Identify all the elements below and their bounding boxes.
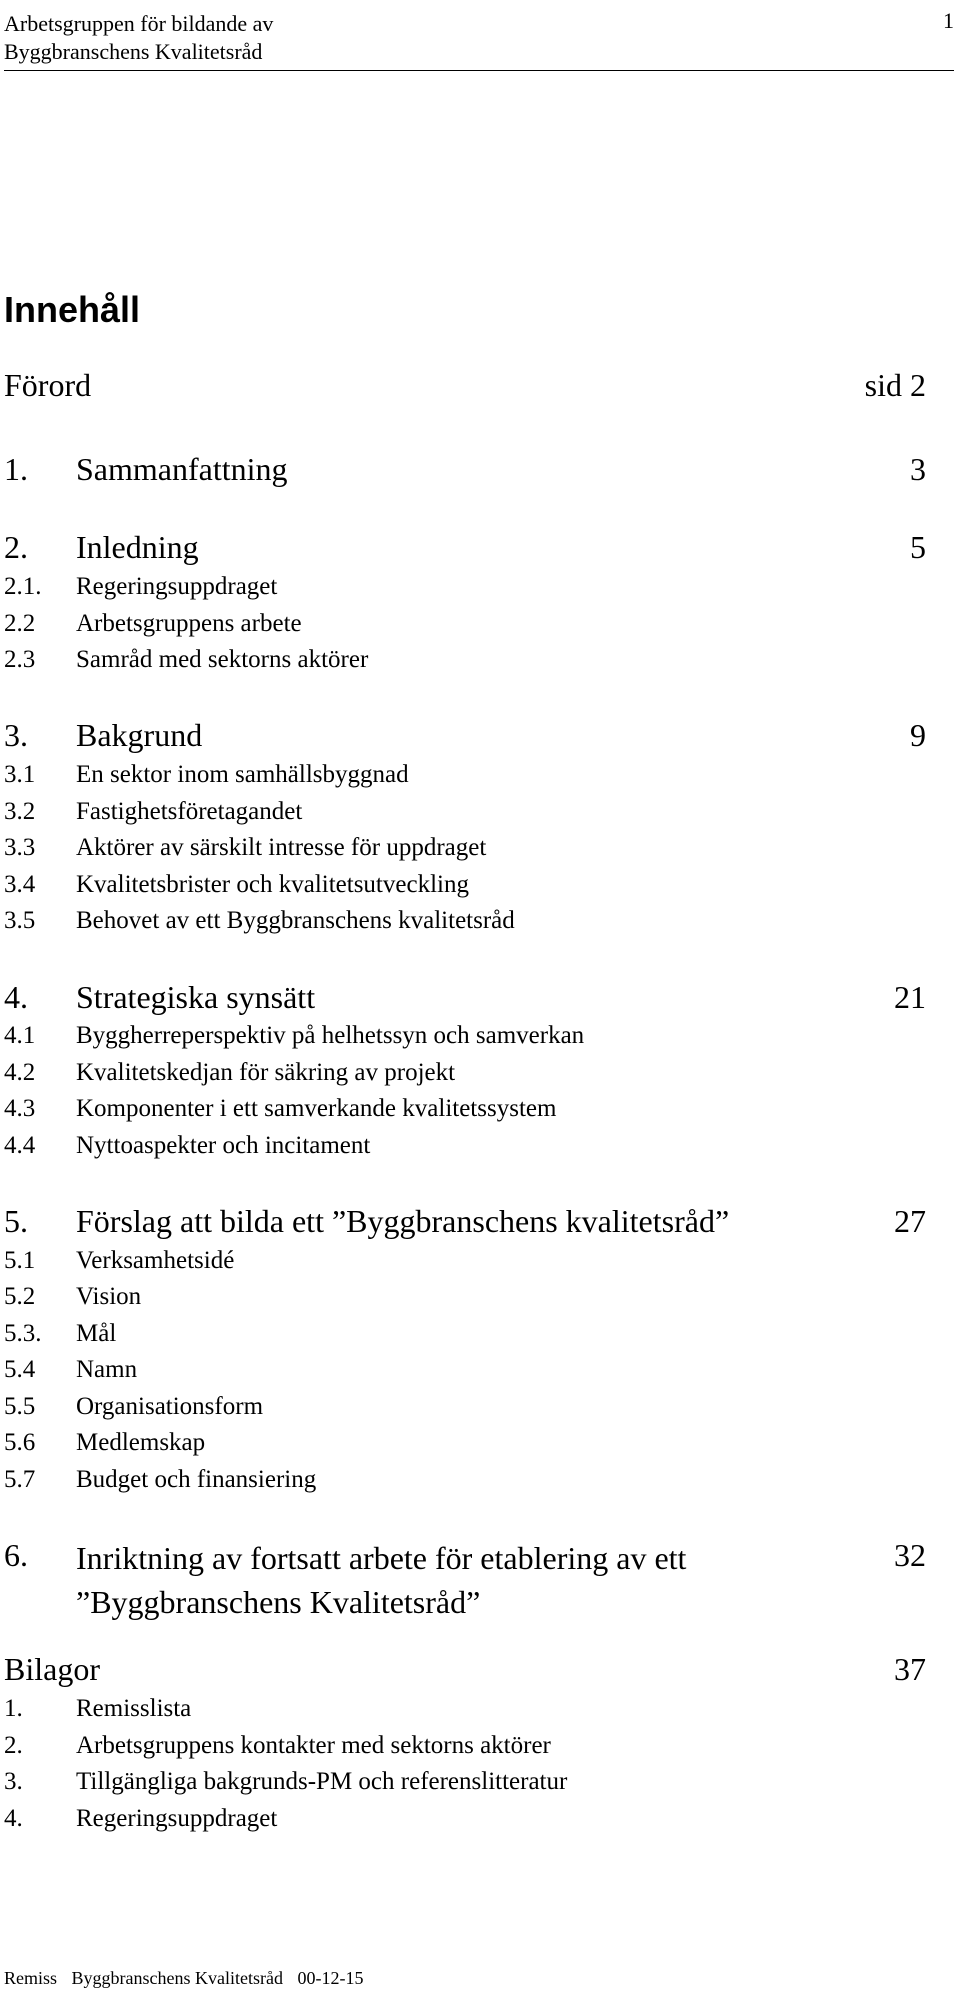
toc-entry-label: Bakgrund [76,717,203,753]
toc-entry-label: Bilagor [4,1651,100,1687]
footer-title: Byggbranschens Kvalitetsråd [71,1968,283,1988]
toc-entry-label: Behovet av ett Byggbranschens kvalitetsråd [76,907,515,934]
header-line-2: Byggbranschens Kvalitetsråd [4,39,263,64]
footer-date: 00-12-15 [297,1968,364,1988]
toc-entry-number: 1. [4,451,28,487]
toc-entry-label: Medlemskap [76,1429,206,1456]
toc-entry-number: 5.3. [4,1320,42,1347]
toc-entry-number: 4. [4,979,28,1015]
toc-entry-label: Samråd med sektorns aktörer [76,646,369,673]
toc-entry-number: 5.4 [4,1356,36,1383]
toc-entry-number: 2.3 [4,646,36,673]
toc-entry-label: Byggherreperspektiv på helhetssyn och samverkan [76,1022,585,1049]
toc-entry-number: 3. [4,1768,23,1795]
toc-entry-page: 5 [910,529,926,565]
toc-entry-number: 4.2 [4,1059,36,1086]
toc-entry-page: sid 2 [864,367,926,403]
toc-entry-number: 4.3 [4,1095,36,1122]
toc-entry-label: Inledning [76,529,199,565]
toc-title: Innehåll [4,289,141,330]
toc-entry-number: 5. [4,1203,28,1239]
toc-entry-section-6 [4,1536,926,1626]
page-header [4,10,954,66]
toc-entry-label: Mål [76,1320,117,1347]
toc-entry-number: 2. [4,1732,23,1759]
toc-entry-number: 5.6 [4,1429,36,1456]
toc-entry-number: 3.2 [4,798,36,825]
toc-entry-number: 3.3 [4,834,36,861]
toc-entry-number: 3.1 [4,761,36,788]
toc-entry-page: 27 [894,1203,926,1239]
toc-entry-number: 5.5 [4,1393,36,1420]
toc-entry-label: Kvalitetskedjan för säkring av projekt [76,1059,456,1086]
toc-entry-number: 3.4 [4,871,36,898]
toc-entry-label: Strategiska synsätt [76,979,316,1015]
toc-entry-label: Komponenter i ett samverkande kvalitetssystem [76,1095,557,1122]
toc-entry-page: 37 [894,1651,926,1687]
toc-entry-label: Vision [76,1283,142,1310]
toc-entry-number: 6. [4,1537,28,1573]
page-number: 1 [943,8,954,33]
toc-entry-page: 21 [894,979,926,1015]
toc-entry-label: En sektor inom samhällsbyggnad [76,761,409,788]
toc-entry-label: Remisslista [76,1695,192,1722]
toc-entry-label: Regeringsuppdraget [76,1805,278,1832]
toc-entry-page: 3 [910,451,926,487]
toc-entry-label: Namn [76,1356,138,1383]
header-divider [4,70,954,71]
toc-entry-page: 32 [894,1537,926,1573]
toc-entry-label: Organisationsform [76,1393,264,1420]
toc-entry-number: 2. [4,529,28,565]
toc-entry-label: Nyttoaspekter och incitament [76,1132,371,1159]
toc-entry-number: 5.1 [4,1247,36,1274]
toc-entry-number: 5.7 [4,1466,36,1493]
toc-entry-label: Fastighetsföretagandet [76,798,303,825]
toc-entry-number: 1. [4,1695,23,1722]
toc-entry-label: Budget och finansiering [76,1466,317,1493]
toc-entry-label: Inriktning av fortsatt arbete för etablering av ett ”Byggbranschens Kvalitetsråd” [76,1540,687,1620]
toc-entry-number: 5.2 [4,1283,36,1310]
footer-doc-type: Remiss [4,1968,58,1988]
toc-entry-number: 4.4 [4,1132,36,1159]
toc-entry-label: Kvalitetsbrister och kvalitetsutveckling [76,871,469,898]
toc-entry-number: 3. [4,717,28,753]
toc-entry-label: Sammanfattning [76,451,288,487]
toc-entry-label: Förord [4,367,92,403]
toc-entry-label: Förslag att bilda ett ”Byggbranschens kvalitetsråd” [76,1203,730,1239]
toc-entry-number: 4.1 [4,1022,36,1049]
toc-entry-label: Tillgängliga bakgrunds-PM och referenslitteratur [76,1768,568,1795]
toc-entry-number: 2.2 [4,610,36,637]
toc-entry-label: Regeringsuppdraget [76,573,278,600]
toc-entry-label: Aktörer av särskilt intresse för uppdraget [76,834,487,861]
header-line-1: Arbetsgruppen för bildande av [4,11,274,36]
toc-entry-number: 4. [4,1805,23,1832]
toc-entry-page: 9 [910,717,926,753]
page-footer [4,1967,373,1989]
toc-entry-label: Arbetsgruppens kontakter med sektorns aktörer [76,1732,551,1759]
toc-entry-number: 2.1. [4,573,42,600]
toc-entry-label: Verksamhetsidé [76,1247,235,1274]
toc-entry-label: Arbetsgruppens arbete [76,610,302,637]
toc-entry-number: 3.5 [4,907,36,934]
